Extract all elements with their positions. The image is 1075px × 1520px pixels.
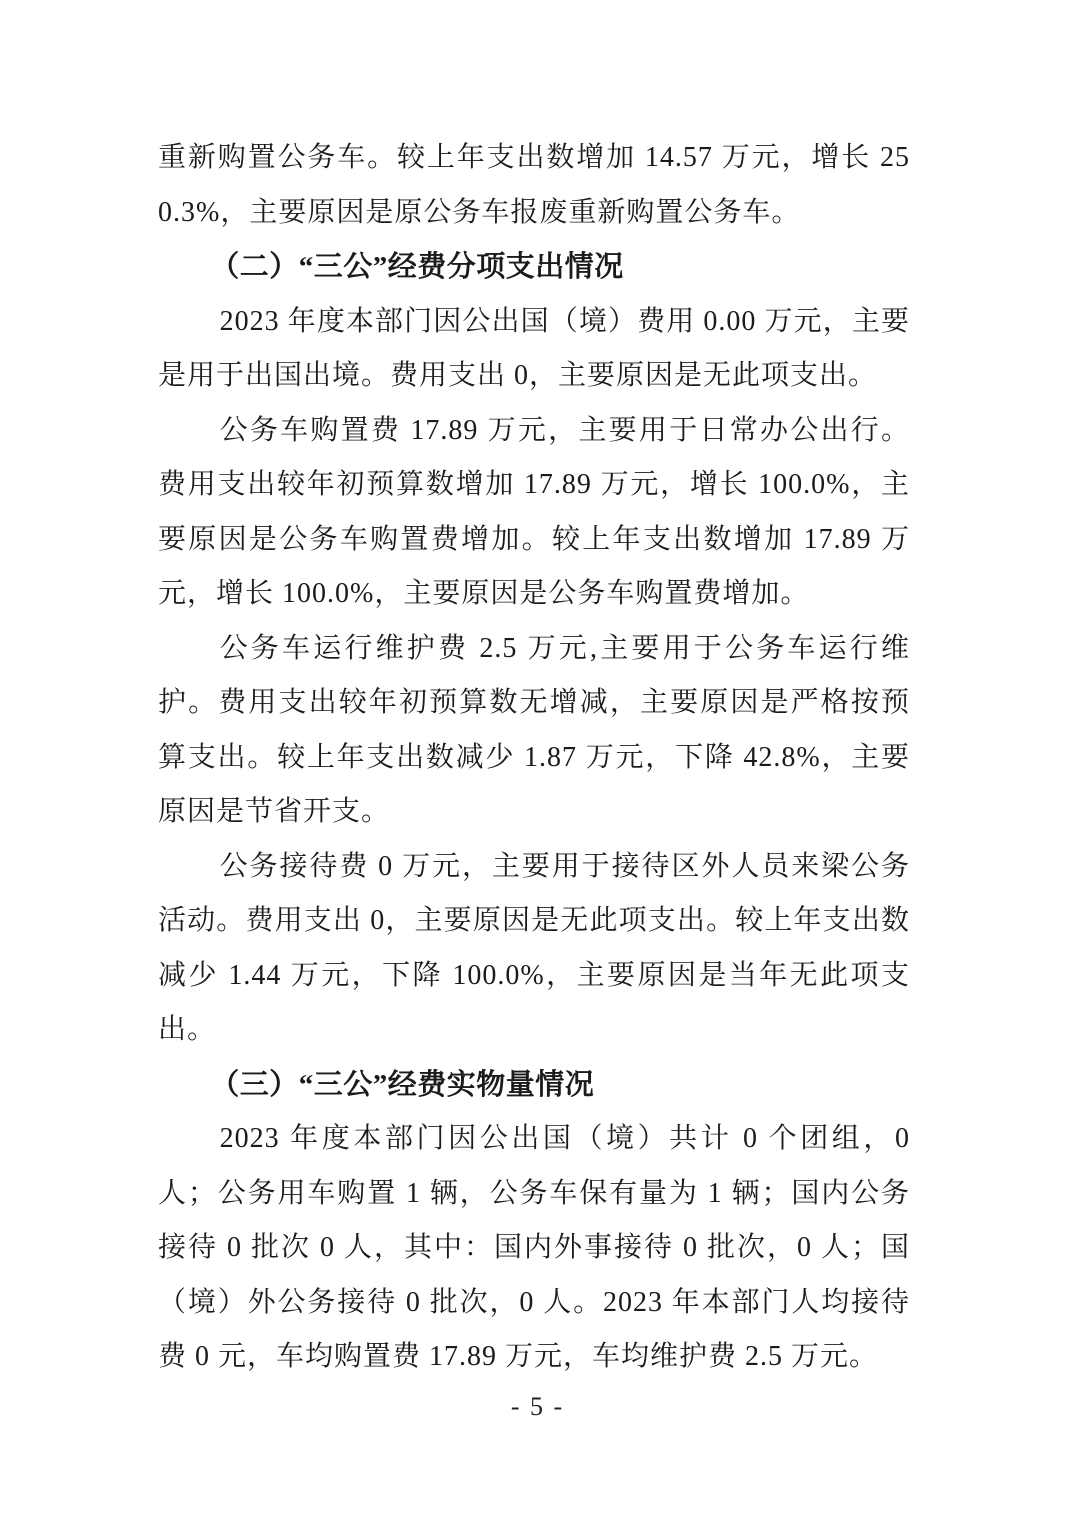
paragraph-vehicle-purchase: 公务车购置费 17.89 万元，主要用于日常办公出行。费用支出较年初预算数增加 17.89 万元，增长 100.0%，主要原因是公务车购置费增加。较上年支出数增加 17.89 万元，增长 100.0%，主要原因是公务车购置费增加。 (158, 414, 910, 609)
paragraph-physical-quantity: 2023 年度本部门因公出国（境）共计 0 个团组，0 人；公务用车购置 1 辆，公务车保有量为 1 辆；国内公务接待 0 批次 0 人，其中：国内外事接待 0 批次，0 人；国（境）外公务接待 0 批次，0 人。2023 年本部门人均接待费 0 元，车均购置费 17.89 万元，车均维护费 2.5 万元。 (158, 1123, 910, 1372)
document-body (158, 131, 910, 1385)
paragraph-vehicle-maintenance: 公务车运行维护费 2.5 万元,主要用于公务车运行维护。费用支出较年初预算数无增减，主要原因是严格按预算支出。较上年支出数减少 1.87 万元，下降 42.8%，主要原因是节省开支。 (158, 632, 910, 827)
paragraph-official-reception: 公务接待费 0 万元，主要用于接待区外人员来梁公务活动。费用支出 0，主要原因是无此项支出。较上年支出数减少 1.44 万元，下降 100.0%，主要原因是当年无此项支出。 (158, 850, 910, 1045)
section-heading-2: （二）“三公”经费分项支出情况 (210, 251, 624, 283)
section-heading-3: （三）“三公”经费实物量情况 (210, 1068, 595, 1101)
page-number: - 5 - (510, 1392, 565, 1421)
paragraph-continuation: 重新购置公务车。较上年支出数增加 14.57 万元，增长 250.3%，主要原因是原公务车报废重新购置公务车。 (158, 142, 910, 228)
paragraph-abroad-expense: 2023 年度本部门因公出国（境）费用 0.00 万元，主要是用于出国出境。费用支出 0，主要原因是无此项支出。 (158, 305, 910, 391)
